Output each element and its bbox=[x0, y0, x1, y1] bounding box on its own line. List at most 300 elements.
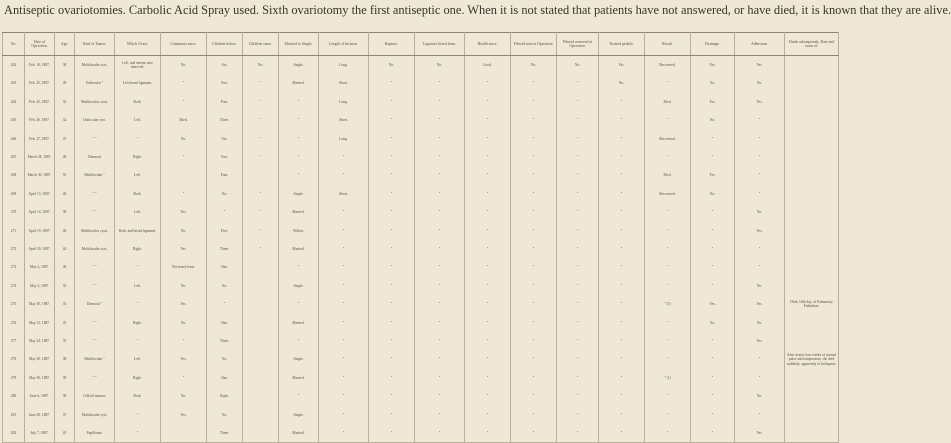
cell-no: 265 bbox=[3, 111, 25, 129]
table-row bbox=[3, 313, 839, 331]
cell-fib-seen: " bbox=[511, 332, 557, 350]
cell-ligatures: " bbox=[415, 277, 465, 295]
cell-date: Feb. 27, 1887. bbox=[25, 130, 55, 148]
column-header-fib-removed: Fibroid removed at Operation. bbox=[557, 33, 599, 56]
cell-children-since: No. bbox=[243, 56, 279, 75]
cell-age: 37 bbox=[55, 405, 75, 423]
cell-ligatures: " bbox=[415, 130, 465, 148]
cell-married: Single. bbox=[279, 350, 319, 368]
cell-fib-seen: " bbox=[511, 74, 557, 92]
cell-ovary: Left. bbox=[115, 111, 161, 129]
table-row bbox=[3, 332, 839, 350]
cell-children-before: Six. bbox=[207, 56, 243, 75]
cell-health: " bbox=[465, 185, 511, 203]
cell-result: " bbox=[645, 350, 691, 368]
cell-twisted: " bbox=[599, 185, 645, 203]
cell-ligatures: " bbox=[415, 332, 465, 350]
cell-fib-removed: " bbox=[557, 277, 599, 295]
cell-fib-removed: " bbox=[557, 130, 599, 148]
cell-health: " bbox=[465, 111, 511, 129]
cell-twisted: " bbox=[599, 332, 645, 350]
cell-married: Single. bbox=[279, 405, 319, 423]
column-header-twisted: Twisted pedicle. bbox=[599, 33, 645, 56]
cell-drainage: No. bbox=[691, 74, 735, 92]
cell-children-since bbox=[243, 369, 279, 387]
cell-catamenia bbox=[161, 166, 207, 184]
cell-rupture: " bbox=[369, 295, 415, 313]
cell-catamenia: Yes. bbox=[161, 350, 207, 368]
cell-health: " bbox=[465, 387, 511, 405]
cell-drainage: " bbox=[691, 222, 735, 240]
cell-catamenia: Yes. bbox=[161, 240, 207, 258]
column-header-ovary: Which Ovary. bbox=[115, 33, 161, 56]
cell-result: " bbox=[645, 240, 691, 258]
cell-adhesions: " bbox=[735, 111, 785, 129]
cell-age: 40 bbox=[55, 222, 75, 240]
cell-death bbox=[785, 111, 839, 129]
cell-drainage: " bbox=[691, 424, 735, 443]
cell-result: " bbox=[645, 222, 691, 240]
cell-health: " bbox=[465, 369, 511, 387]
cell-no: 266 bbox=[3, 130, 25, 148]
cell-ovary: Right. bbox=[115, 369, 161, 387]
cell-drainage: Yes. bbox=[691, 93, 735, 111]
cell-children-since bbox=[243, 166, 279, 184]
cell-twisted: " bbox=[599, 166, 645, 184]
cell-health: " bbox=[465, 277, 511, 295]
cell-kind: Papilloma. bbox=[75, 424, 115, 443]
column-header-result: Result. bbox=[645, 33, 691, 56]
cell-children-since bbox=[243, 350, 279, 368]
cell-twisted: " bbox=[599, 148, 645, 166]
cell-no: 268 bbox=[3, 166, 25, 184]
cell-ovary: Both. bbox=[115, 93, 161, 111]
cell-date: May 3, 1887. bbox=[25, 277, 55, 295]
cell-ligatures: " bbox=[415, 350, 465, 368]
cell-drainage: No. bbox=[691, 111, 735, 129]
cell-ligatures: " bbox=[415, 295, 465, 313]
cell-twisted: " bbox=[599, 313, 645, 331]
cell-fib-seen: " bbox=[511, 93, 557, 111]
cell-fib-removed: " bbox=[557, 111, 599, 129]
cell-date: March 28, 1887. bbox=[25, 148, 55, 166]
column-header-age: Age. bbox=[55, 33, 75, 56]
cell-fib-removed: " bbox=[557, 222, 599, 240]
cell-fib-seen: " bbox=[511, 277, 557, 295]
cell-age: 49 bbox=[55, 74, 75, 92]
cell-no: 280 bbox=[3, 387, 25, 405]
cell-drainage: No. bbox=[691, 185, 735, 203]
cell-health: " bbox=[465, 313, 511, 331]
cell-health: " bbox=[465, 240, 511, 258]
cell-drainage: " bbox=[691, 258, 735, 276]
cell-children-since bbox=[243, 313, 279, 331]
cell-incision: " bbox=[319, 424, 369, 443]
cell-children-before: Eight. bbox=[207, 387, 243, 405]
tail-column-rule bbox=[2, 408, 3, 443]
cell-health: " bbox=[465, 130, 511, 148]
cell-date: June 6, 1887. bbox=[25, 387, 55, 405]
cell-rupture: " bbox=[369, 111, 415, 129]
cell-result: " (1) bbox=[645, 295, 691, 313]
cell-fib-seen: " bbox=[511, 258, 557, 276]
cell-fib-removed: " bbox=[557, 387, 599, 405]
cell-result: " bbox=[645, 111, 691, 129]
cell-result: " bbox=[645, 387, 691, 405]
cell-catamenia: " bbox=[161, 148, 207, 166]
cell-children-since bbox=[243, 332, 279, 350]
table-row bbox=[3, 111, 839, 129]
cell-children-before: One. bbox=[207, 258, 243, 276]
column-header-date: Date of Operation. bbox=[25, 33, 55, 56]
cell-ligatures: " bbox=[415, 111, 465, 129]
cell-twisted: " bbox=[599, 222, 645, 240]
cell-catamenia: Yes. bbox=[161, 295, 207, 313]
cell-fib-removed: " bbox=[557, 313, 599, 331]
tail-column-rule bbox=[278, 408, 279, 443]
cell-twisted: " bbox=[599, 93, 645, 111]
cell-age: 32 bbox=[55, 93, 75, 111]
tail-column-rule bbox=[690, 408, 691, 443]
table-row bbox=[3, 277, 839, 295]
cell-kind: Multilocular cyst. bbox=[75, 240, 115, 258]
cell-no: 275 bbox=[3, 295, 25, 313]
cell-catamenia: No. bbox=[161, 313, 207, 331]
cell-ovary: Left. bbox=[115, 277, 161, 295]
cell-age: 35 bbox=[55, 277, 75, 295]
cell-married: Single. bbox=[279, 277, 319, 295]
cell-children-since: " bbox=[243, 185, 279, 203]
cell-kind: Dermoid bbox=[75, 148, 115, 166]
cell-fib-removed: " bbox=[557, 148, 599, 166]
table-tail bbox=[2, 408, 798, 443]
cell-ovary: Right. bbox=[115, 240, 161, 258]
cell-result: " bbox=[645, 277, 691, 295]
cell-date: Feb. 10, 1887. bbox=[25, 56, 55, 75]
cell-rupture: " bbox=[369, 222, 415, 240]
cell-children-before: Four. bbox=[207, 166, 243, 184]
cell-married: " bbox=[279, 387, 319, 405]
cell-children-before: No. bbox=[207, 185, 243, 203]
cell-ligatures: " bbox=[415, 240, 465, 258]
cell-adhesions: Yes. bbox=[735, 56, 785, 75]
cell-drainage: " bbox=[691, 387, 735, 405]
cell-ligatures: " bbox=[415, 93, 465, 111]
cell-no: 274 bbox=[3, 277, 25, 295]
column-header-drainage: Drainage. bbox=[691, 33, 735, 56]
cell-ligatures: " bbox=[415, 148, 465, 166]
cell-rupture: " bbox=[369, 332, 415, 350]
cell-drainage: " bbox=[691, 148, 735, 166]
cell-catamenia: Yes. bbox=[161, 405, 207, 423]
cell-fib-removed: " bbox=[557, 332, 599, 350]
cell-ovary: " bbox=[115, 405, 161, 423]
cell-incision: " bbox=[319, 148, 369, 166]
cell-children-since: " bbox=[243, 240, 279, 258]
column-header-death: Death subsequently. Date and cause of. bbox=[785, 33, 839, 56]
cell-health: " bbox=[465, 332, 511, 350]
cell-age: 40 bbox=[55, 185, 75, 203]
cell-ovary: " bbox=[115, 258, 161, 276]
table-row bbox=[3, 295, 839, 313]
cell-children-since bbox=[243, 277, 279, 295]
cell-health: " bbox=[465, 405, 511, 423]
cell-children-before: Three. bbox=[207, 424, 243, 443]
cell-ligatures: " bbox=[415, 387, 465, 405]
page-heading: Antiseptic ovariotomies. Carbolic Acid Spray used. Sixth ovariotomy the first antiseptic one. When it is not stated that patients have not answered, or have died, it is known that they are alive. bbox=[4, 3, 951, 17]
cell-rupture: " bbox=[369, 166, 415, 184]
cell-death bbox=[785, 130, 839, 148]
cell-incision: " bbox=[319, 313, 369, 331]
column-header-married: Married or Single. bbox=[279, 33, 319, 56]
cell-incision: Short. bbox=[319, 185, 369, 203]
cell-no: 264 bbox=[3, 93, 25, 111]
cell-ovary: Left, and uterine also removed. bbox=[115, 56, 161, 75]
cell-kind: " " bbox=[75, 277, 115, 295]
cell-drainage: " bbox=[691, 277, 735, 295]
cell-no: 276 bbox=[3, 313, 25, 331]
cell-catamenia: No. bbox=[161, 277, 207, 295]
cell-death bbox=[785, 74, 839, 92]
cell-result: Died. bbox=[645, 166, 691, 184]
cell-no: 270 bbox=[3, 203, 25, 221]
cell-age: 46 bbox=[55, 148, 75, 166]
cell-date: March 30, 1887. bbox=[25, 166, 55, 184]
cell-children-since: " bbox=[243, 111, 279, 129]
tail-column-rule bbox=[464, 408, 465, 443]
cell-kind: Unilocular cyst. bbox=[75, 111, 115, 129]
cell-date: May 2, 1887. bbox=[25, 258, 55, 276]
cell-kind: Dermoid " bbox=[75, 295, 115, 313]
cell-ligatures: " bbox=[415, 405, 465, 423]
tail-column-rule bbox=[54, 408, 55, 443]
cell-rupture: " bbox=[369, 203, 415, 221]
cell-ligatures: " bbox=[415, 185, 465, 203]
cell-fib-removed: " bbox=[557, 350, 599, 368]
cell-fib-removed: " bbox=[557, 74, 599, 92]
cell-twisted: " bbox=[599, 405, 645, 423]
cell-kind: Multilocular cysts. bbox=[75, 222, 115, 240]
cell-ovary: Left broad ligament. bbox=[115, 74, 161, 92]
column-header-incision: Length of Incision. bbox=[319, 33, 369, 56]
cell-result: " bbox=[645, 148, 691, 166]
cell-age: 55 bbox=[55, 166, 75, 184]
table-row bbox=[3, 130, 839, 148]
cell-death: Died, 16th day, of Pulmonary Embolism. bbox=[785, 295, 839, 313]
cell-fib-seen: " bbox=[511, 222, 557, 240]
cell-ligatures: " bbox=[415, 313, 465, 331]
cell-kind: " " bbox=[75, 369, 115, 387]
cell-children-before: Three. bbox=[207, 332, 243, 350]
cell-catamenia: " bbox=[161, 74, 207, 92]
table-row bbox=[3, 93, 839, 111]
cell-ovary: " bbox=[115, 130, 161, 148]
cell-fib-seen: " bbox=[511, 387, 557, 405]
tail-column-rule bbox=[318, 408, 319, 443]
cell-fib-removed: " bbox=[557, 369, 599, 387]
cell-incision: " bbox=[319, 295, 369, 313]
tail-column-rule bbox=[598, 408, 599, 443]
cell-catamenia: No. bbox=[161, 222, 207, 240]
cell-kind: Multilocular " bbox=[75, 350, 115, 368]
cell-fib-removed: " bbox=[557, 185, 599, 203]
cell-result: Recovered. bbox=[645, 56, 691, 75]
cell-rupture: " bbox=[369, 240, 415, 258]
cell-twisted: " bbox=[599, 387, 645, 405]
cell-twisted: Yes. bbox=[599, 56, 645, 75]
cell-catamenia: No. bbox=[161, 56, 207, 75]
cell-children-before: No. bbox=[207, 350, 243, 368]
cell-death bbox=[785, 93, 839, 111]
cell-no: 262 bbox=[3, 56, 25, 75]
cell-no: 269 bbox=[3, 185, 25, 203]
cell-drainage: Yes. bbox=[691, 166, 735, 184]
cell-death bbox=[785, 313, 839, 331]
cell-drainage: " bbox=[691, 405, 735, 423]
cell-fib-seen: " bbox=[511, 130, 557, 148]
cell-fib-seen: " bbox=[511, 295, 557, 313]
cell-ovary: Both, and broad ligament. bbox=[115, 222, 161, 240]
cell-fib-seen: " bbox=[511, 111, 557, 129]
column-header-ligatures: Ligatures heard from. bbox=[415, 33, 465, 56]
cell-ligatures: " bbox=[415, 258, 465, 276]
cell-adhesions: Yes. bbox=[735, 222, 785, 240]
cell-children-before: " bbox=[207, 203, 243, 221]
cell-kind: " " bbox=[75, 258, 115, 276]
cell-children-before: Three. bbox=[207, 240, 243, 258]
cell-children-before: Five. bbox=[207, 222, 243, 240]
cell-children-before: " bbox=[207, 295, 243, 313]
cell-adhesions: Yes. bbox=[735, 93, 785, 111]
tail-column-rule bbox=[556, 408, 557, 443]
cell-age: 40 bbox=[55, 258, 75, 276]
cell-kind: " " bbox=[75, 203, 115, 221]
cell-rupture: " bbox=[369, 387, 415, 405]
cell-fib-seen: " bbox=[511, 369, 557, 387]
cell-children-before: Four. bbox=[207, 93, 243, 111]
tail-column-rule bbox=[414, 408, 415, 443]
cell-health: " bbox=[465, 148, 511, 166]
cell-fib-seen: " bbox=[511, 405, 557, 423]
cell-fib-removed: No. bbox=[557, 56, 599, 75]
cell-adhesions: Yes. bbox=[735, 295, 785, 313]
cell-ovary: Right. bbox=[115, 313, 161, 331]
cell-kind: Unilocular " bbox=[75, 74, 115, 92]
tail-column-rule bbox=[784, 408, 785, 443]
cell-twisted: " bbox=[599, 111, 645, 129]
cell-rupture: " bbox=[369, 130, 415, 148]
cell-rupture: " bbox=[369, 369, 415, 387]
cell-adhesions: No. bbox=[735, 277, 785, 295]
cell-result: " bbox=[645, 424, 691, 443]
cell-catamenia: " bbox=[161, 332, 207, 350]
cell-age: 35 bbox=[55, 332, 75, 350]
cell-twisted: " bbox=[599, 240, 645, 258]
table-row bbox=[3, 240, 839, 258]
cell-ovary: Left. bbox=[115, 203, 161, 221]
tail-column-rule bbox=[734, 408, 735, 443]
cell-rupture: " bbox=[369, 405, 415, 423]
column-header-catamenia: Catamenia since. bbox=[161, 33, 207, 56]
cell-catamenia: Yes. bbox=[161, 203, 207, 221]
cell-no: 282 bbox=[3, 424, 25, 443]
table-row bbox=[3, 222, 839, 240]
cell-married: Married. bbox=[279, 240, 319, 258]
cell-death bbox=[785, 222, 839, 240]
cell-rupture: " bbox=[369, 185, 415, 203]
table-row bbox=[3, 350, 839, 368]
cell-kind: " " bbox=[75, 185, 115, 203]
cell-result: " bbox=[645, 258, 691, 276]
cell-fib-seen: " bbox=[511, 424, 557, 443]
cell-result: " bbox=[645, 74, 691, 92]
tail-column-rule bbox=[242, 408, 243, 443]
cell-no: 277 bbox=[3, 332, 25, 350]
cell-incision: Short. bbox=[319, 74, 369, 92]
cell-twisted: No. bbox=[599, 74, 645, 92]
table-row bbox=[3, 56, 839, 75]
cell-married: " bbox=[279, 148, 319, 166]
cell-date: June 20, 1887. bbox=[25, 405, 55, 423]
cell-incision: Short. bbox=[319, 111, 369, 129]
column-header-rupture: Rupture. bbox=[369, 33, 415, 56]
cell-adhesions: " bbox=[735, 240, 785, 258]
cell-death bbox=[785, 56, 839, 75]
cell-incision: " bbox=[319, 405, 369, 423]
cell-no: 279 bbox=[3, 369, 25, 387]
cell-married: " bbox=[279, 295, 319, 313]
cell-drainage: " bbox=[691, 350, 735, 368]
cell-ligatures: " bbox=[415, 222, 465, 240]
cell-children-since: " bbox=[243, 222, 279, 240]
cell-death bbox=[785, 203, 839, 221]
table-row bbox=[3, 387, 839, 405]
cell-children-since: " bbox=[243, 93, 279, 111]
cell-result: Died. bbox=[645, 93, 691, 111]
cell-health: Good. bbox=[465, 56, 511, 75]
cell-no: 278 bbox=[3, 350, 25, 368]
column-header-kind: Kind of Tumor. bbox=[75, 33, 115, 56]
tail-column-rule bbox=[160, 408, 161, 443]
cell-children-since: " bbox=[243, 74, 279, 92]
table-row bbox=[3, 74, 839, 92]
cell-drainage: " bbox=[691, 332, 735, 350]
cell-incision: " bbox=[319, 240, 369, 258]
cell-married: Widow. bbox=[279, 222, 319, 240]
cell-adhesions: " bbox=[735, 148, 785, 166]
column-header-fib-seen: Fibroid seen at Operation. bbox=[511, 33, 557, 56]
cell-adhesions: Yes. bbox=[735, 332, 785, 350]
cell-fib-seen: " bbox=[511, 166, 557, 184]
cell-fib-seen: " bbox=[511, 350, 557, 368]
cell-drainage: No. bbox=[691, 313, 735, 331]
cell-incision: " bbox=[319, 350, 369, 368]
cell-fib-removed: " bbox=[557, 93, 599, 111]
cell-rupture: " bbox=[369, 74, 415, 92]
table-header-row bbox=[3, 33, 839, 56]
cell-ovary: " bbox=[115, 295, 161, 313]
cell-married: " bbox=[279, 93, 319, 111]
cell-fib-removed: " bbox=[557, 295, 599, 313]
cell-death bbox=[785, 185, 839, 203]
cell-age: 45 bbox=[55, 424, 75, 443]
tail-column-rule bbox=[74, 408, 75, 443]
table-row bbox=[3, 203, 839, 221]
cell-children-since bbox=[243, 258, 279, 276]
cell-age: 45 bbox=[55, 313, 75, 331]
cell-ligatures: " bbox=[415, 369, 465, 387]
ovariotomy-table bbox=[2, 32, 839, 443]
